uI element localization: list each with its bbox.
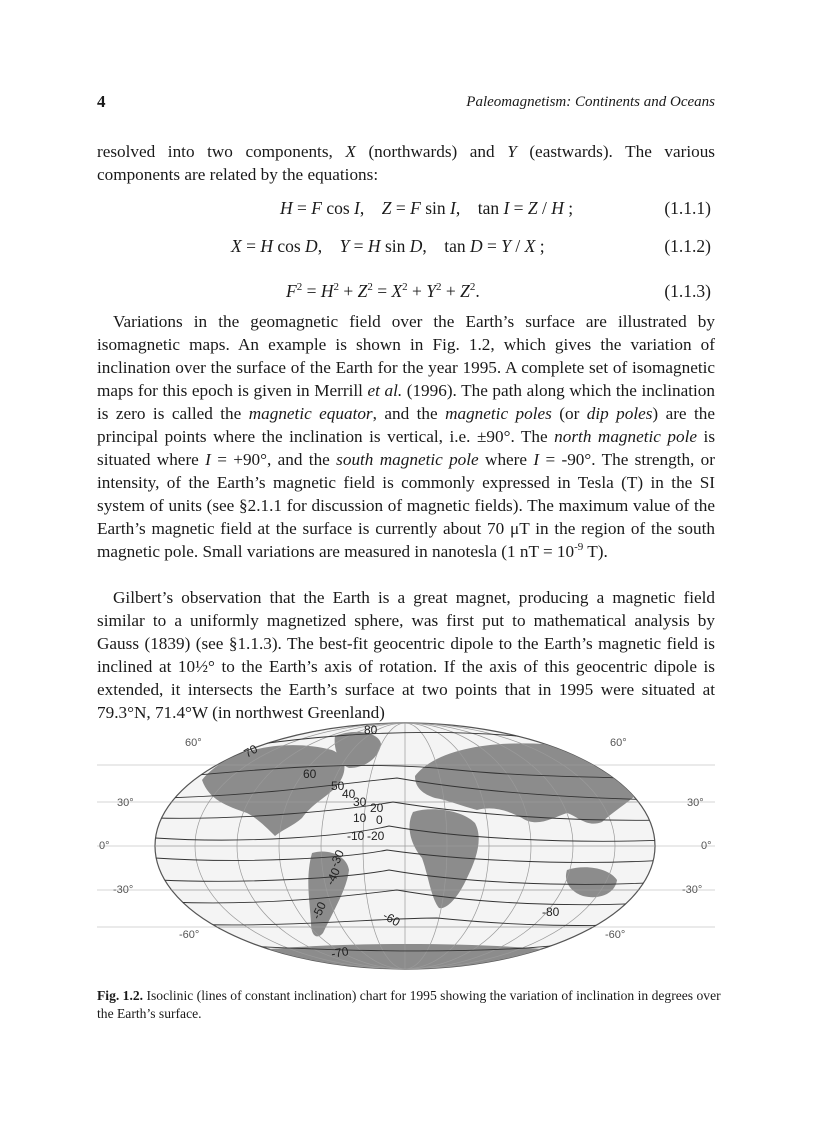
equation-number: (1.1.3) bbox=[664, 281, 711, 301]
iso-label-70: 70 bbox=[241, 741, 261, 761]
equation-number: (1.1.1) bbox=[664, 198, 711, 218]
running-header: Paleomagnetism: Continents and Oceans bbox=[466, 94, 715, 110]
symbol-x: X bbox=[345, 142, 356, 161]
paragraph-intro bbox=[97, 140, 715, 186]
lat-label-eq-left: 0° bbox=[99, 840, 110, 852]
lat-label-eq-right: 0° bbox=[701, 840, 712, 852]
paragraph-isomagnetic-maps: Variations in the geomagnetic field over the Earth’s surface are illustrated by isomagnetic maps. An example is shown in Fig. 1.2, which gives the variation of inclination over the surface of the Earth for the year 1995. A complete set of isomagnetic maps for this epoch is given in Merrill et al. (1996). The path along which the inclination is zero is called the magnetic equator, and the magnetic poles (or dip poles) are the principal points where the inclination is vertical, i.e. ±90°. The north magnetic pole is situated where I = +90°, and the south magnetic pole where I = -90°. The strength, or intensity, of the Earth’s magnetic field is commonly expressed in Tesla (T) in the SI system of units (see §2.1.1 for discussion of magnetic fields). The maximum value of the Earth’s magnetic field at the surface is currently about 70 μT in the region of the south magnetic pole. Small variations are measured in nanotesla (1 nT = $10^{-9}$ T). bbox=[97, 312, 716, 561]
caption-text: Isoclinic (lines of constant inclination) chart for 1995 showing the variation of inclination in degrees over the Earth’s surface. bbox=[97, 988, 721, 1021]
term-magnetic-equator: magnetic equator bbox=[248, 404, 373, 423]
iso-label-minus-60: -60 bbox=[380, 908, 403, 930]
equation-block bbox=[97, 197, 715, 307]
lat-label-30s-right: -30° bbox=[682, 884, 703, 896]
iso-label-minus-30: -30 bbox=[327, 847, 348, 870]
iso-label-50: 50 bbox=[331, 779, 345, 793]
term-north-magnetic-pole: north magnetic pole bbox=[554, 427, 698, 446]
iso-label-20: 20 bbox=[370, 801, 384, 815]
iso-label-minus-80: -80 bbox=[542, 905, 560, 919]
lat-label-60n-right: 60° bbox=[610, 737, 627, 749]
equation-number: (1.1.2) bbox=[664, 236, 711, 256]
term-dip-poles: dip poles bbox=[586, 404, 653, 423]
page-number: 4 bbox=[97, 92, 106, 111]
para1-text-c: (eastwards). The various components are related by the equations: bbox=[97, 142, 715, 184]
iso-label-60: 60 bbox=[303, 767, 317, 781]
paragraph-gauss-dipole: Gilbert’s observation that the Earth is a great magnet, producing a magnetic field similar to a uniformly magnetized sphere, was first put to mathematical analysis by Gauss (1839) (see §1.1.3). The best-fit geocentric dipole to the Earth’s magnetic field is inclined at 10½° to the Earth’s axis of rotation. If the axis of this geocentric dipole is extended, it intersects the Earth’s surface at two points that in 1995 were situated at 79.3°N, 71.4°W (in northwest Greenland) bbox=[97, 588, 715, 722]
isoclinic-world-map bbox=[97, 718, 715, 974]
iso-label-80: 80 bbox=[364, 723, 378, 737]
lat-label-30n-right: 30° bbox=[687, 797, 704, 809]
term-south-magnetic-pole: south magnetic pole bbox=[336, 450, 479, 469]
iso-label-30: 30 bbox=[353, 795, 367, 809]
iso-label-0: 0 bbox=[376, 813, 383, 827]
iso-label-minus-50: -50 bbox=[309, 899, 330, 922]
lat-label-60s-left: -60° bbox=[179, 929, 200, 941]
equation-1-1-2: X = H cos D, Y = H sin D, tan D = Y / X ; (1.1.2) bbox=[231, 236, 711, 256]
equation-1-1-1: H = F cos I, Z = F sin I, tan I = Z / H ; (1.1.1) bbox=[280, 198, 711, 218]
iso-label-40: 40 bbox=[342, 787, 356, 801]
lat-label-30s-left: -30° bbox=[113, 884, 134, 896]
iso-label-minus-20: -20 bbox=[367, 829, 385, 843]
figure-caption bbox=[97, 987, 722, 1023]
symbol-y: Y bbox=[507, 142, 517, 161]
para1-text-b: (northwards) and bbox=[355, 142, 508, 161]
lat-label-60s-right: -60° bbox=[605, 929, 626, 941]
lat-label-60n-left: 60° bbox=[185, 737, 202, 749]
para1-text-a: resolved into two components, bbox=[97, 142, 346, 161]
equation-1-1-3: $F^2 = H^2 + Z^2 = X^2 + Y^2 + Z^2$. (1.1.3) bbox=[286, 281, 711, 301]
iso-label-10: 10 bbox=[353, 811, 367, 825]
term-magnetic-poles: magnetic poles bbox=[445, 404, 552, 423]
iso-label-minus-10: -10 bbox=[347, 829, 365, 843]
iso-label-minus-40: -40 bbox=[323, 865, 344, 888]
iso-label-minus-70: -70 bbox=[330, 944, 350, 961]
caption-label: Fig. 1.2. bbox=[97, 988, 144, 1003]
lat-label-30n-left: 30° bbox=[117, 797, 134, 809]
